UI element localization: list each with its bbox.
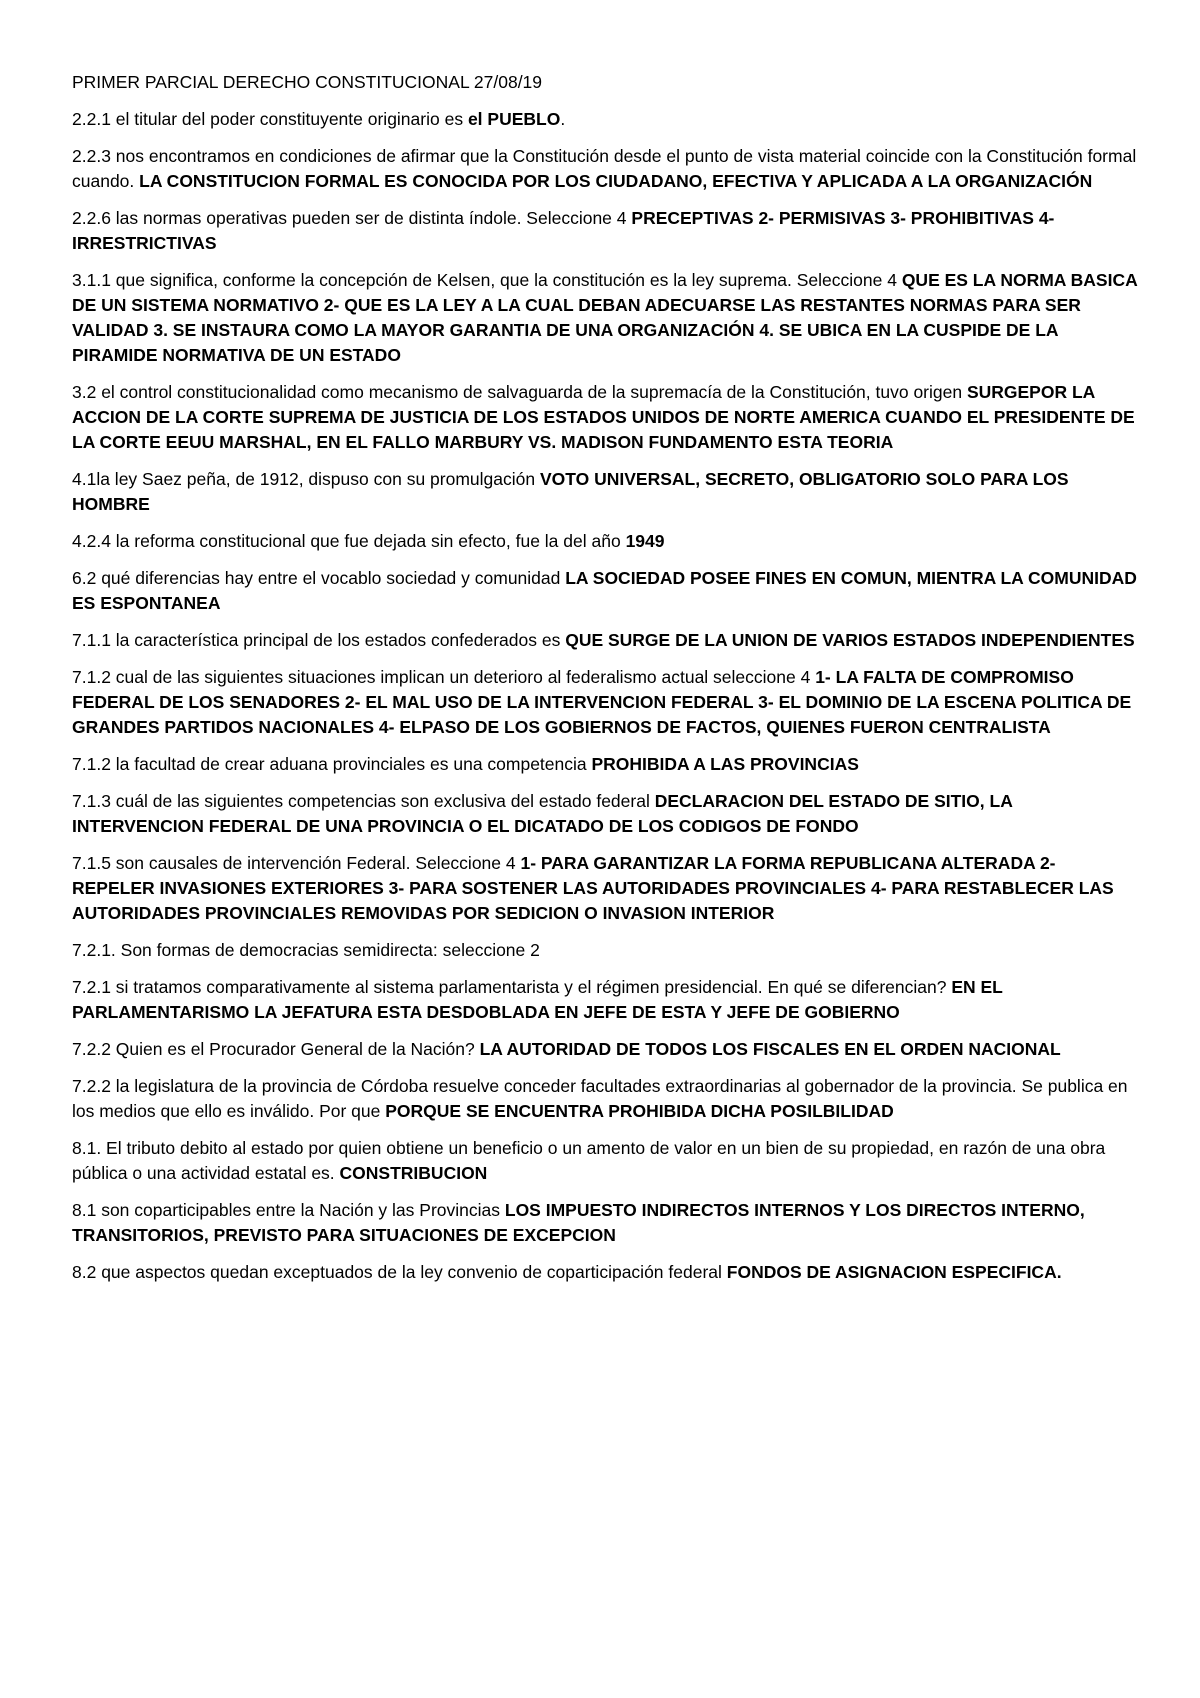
answer-text: LA AUTORIDAD DE TODOS LOS FISCALES EN EL ORDEN NACIONAL [479,1039,1061,1059]
answer-text: QUE ES LA NORMA BASICA DE UN SISTEMA NORMATIVO 2- QUE ES LA LEY A LA CUAL DEBAN ADECUARSE LAS RESTANTES NORMAS PARA SER VALIDAD 3. SE INSTAURA COMO LA MAYOR GARANTIA DE UNA ORGANIZACIÓN 4. SE UBICA EN LA CUSPIDE DE LA PIRAMIDE NORMATIVA DE UN ESTADO [72,270,1138,365]
question-text: 7.2.1. Son formas de democracias semidirecta: seleccione 2 [72,940,540,960]
answer-text: 1- LA FALTA DE COMPROMISO FEDERAL DE LOS SENADORES 2- EL MAL USO DE LA INTERVENCION FEDERAL 3- EL DOMINIO DE LA ESCENA POLITICA DE GRANDES PARTIDOS NACIONALES 4- ELPASO DE LOS GOBIERNOS DE FACTOS, QUIENES FUERON CENTRALISTA [72,667,1132,737]
question-item [72,107,1140,132]
question-text: 8.2 que aspectos quedan exceptuados de la ley convenio de coparticipación federal [72,1262,727,1282]
question-item [72,467,1140,517]
answer-text: LA CONSTITUCION FORMAL ES CONOCIDA POR LOS CIUDADANO, EFECTIVA Y APLICADA A LA ORGANIZACIÓN [139,171,1093,191]
question-text: 3.1.1 que significa, conforme la concepción de Kelsen, que la constitución es la ley suprema. Seleccione 4 [72,270,902,290]
question-text: 7.1.1 la característica principal de los estados confederados es [72,630,566,650]
question-item [72,1260,1140,1285]
question-item [72,144,1140,194]
answer-text: 1949 [625,531,665,551]
question-item [72,1136,1140,1186]
answer-text: EN EL PARLAMENTARISMO LA JEFATURA ESTA DESDOBLADA EN JEFE DE ESTA Y JEFE DE GOBIERNO [72,977,1003,1022]
answer-text: LOS IMPUESTO INDIRECTOS INTERNOS Y LOS DIRECTOS INTERNO, TRANSITORIOS, PREVISTO PARA SITUACIONES DE EXCEPCION [72,1200,1085,1245]
question-item [72,529,1140,554]
question-item [72,851,1140,926]
answer-tail: . [560,109,566,129]
question-text: 2.2.6 las normas operativas pueden ser de distinta índole. Seleccione 4 [72,208,632,228]
answer-text: SURGEPOR LA ACCION DE LA CORTE SUPREMA DE JUSTICIA DE LOS ESTADOS UNIDOS DE NORTE AMERICA CUANDO EL PRESIDENTE DE LA CORTE EEUU MARSHAL, EN EL FALLO MARBURY VS. MADISON FUNDAMENTO ESTA TEORIA [72,382,1135,452]
answer-text: 1- PARA GARANTIZAR LA FORMA REPUBLICANA ALTERADA 2- REPELER INVASIONES EXTERIORES 3- PARA SOSTENER LAS AUTORIDADES PROVINCIALES 4- PARA RESTABLECER LAS AUTORIDADES PROVINCIALES REMOVIDAS POR SEDICION O INVASION INTERIOR [72,853,1114,923]
question-item [72,628,1140,653]
question-text: 7.1.5 son causales de intervención Federal. Seleccione 4 [72,853,521,873]
answer-text: CONSTRIBUCION [339,1163,488,1183]
question-text: 7.2.1 si tratamos comparativamente al sistema parlamentarista y el régimen presidencial. En qué se diferencian? [72,977,952,997]
question-item [72,268,1140,368]
question-item [72,789,1140,839]
answer-text: LA SOCIEDAD POSEE FINES EN COMUN, MIENTRA LA COMUNIDAD ES ESPONTANEA [72,568,1137,613]
question-item [72,665,1140,740]
question-item [72,566,1140,616]
question-text: 2.2.3 nos encontramos en condiciones de afirmar que la Constitución desde el punto de vista material coincide con la Constitución formal cuando. [72,146,1137,191]
answer-text: PORQUE SE ENCUENTRA PROHIBIDA DICHA POSILBILIDAD [385,1101,894,1121]
question-text: 3.2 el control constitucionalidad como mecanismo de salvaguarda de la supremacía de la Constitución, tuvo origen [72,382,967,402]
answer-text: QUE SURGE DE LA UNION DE VARIOS ESTADOS INDEPENDIENTES [565,630,1135,650]
question-text: 7.2.2 Quien es el Procurador General de la Nación? [72,1039,480,1059]
answer-text: FONDOS DE ASIGNACION ESPECIFICA. [726,1262,1062,1282]
question-list [72,107,1140,1285]
question-item [72,1198,1140,1248]
answer-text: PROHIBIDA A LAS PROVINCIAS [591,754,859,774]
question-item [72,206,1140,256]
question-item [72,975,1140,1025]
question-text: 4.1la ley Saez peña, de 1912, dispuso con su promulgación [72,469,540,489]
question-text: 4.2.4 la reforma constitucional que fue dejada sin efecto, fue la del año [72,531,626,551]
answer-text: el PUEBLO [467,109,561,129]
question-item [72,1037,1140,1062]
question-item [72,380,1140,455]
question-text: 6.2 qué diferencias hay entre el vocablo sociedad y comunidad [72,568,566,588]
answer-text: VOTO UNIVERSAL, SECRETO, OBLIGATORIO SOLO PARA LOS HOMBRE [72,469,1069,514]
document-title: PRIMER PARCIAL DERECHO CONSTITUCIONAL 27/08/19 [72,72,543,92]
question-item [72,938,1140,963]
question-text: 7.1.2 la facultad de crear aduana provinciales es una competencia [72,754,592,774]
question-text: 8.1 son coparticipables entre la Nación y las Provincias [72,1200,505,1220]
answer-text: DECLARACION DEL ESTADO DE SITIO, LA INTERVENCION FEDERAL DE UNA PROVINCIA O EL DICATADO DE LOS CODIGOS DE FONDO [72,791,1013,836]
question-item [72,752,1140,777]
question-text: 2.2.1 el titular del poder constituyente originario es [72,109,468,129]
answer-text: PRECEPTIVAS 2- PERMISIVAS 3- PROHIBITIVAS 4- IRRESTRICTIVAS [72,208,1055,253]
question-item [72,1074,1140,1124]
question-text: 7.1.3 cuál de las siguientes competencias son exclusiva del estado federal [72,791,655,811]
question-text: 8.1. El tributo debito al estado por quien obtiene un beneficio o un amento de valor en un bien de su propiedad, en razón de una obra pública o una actividad estatal es. [72,1138,1106,1183]
question-text: 7.2.2 la legislatura de la provincia de Córdoba resuelve conceder facultades extraordinarias al gobernador de la provincia. Se publica en los medios que ello es inválido. Por que [72,1076,1128,1121]
question-text: 7.1.2 cual de las siguientes situaciones implican un deterioro al federalismo actual seleccione 4 [72,667,816,687]
